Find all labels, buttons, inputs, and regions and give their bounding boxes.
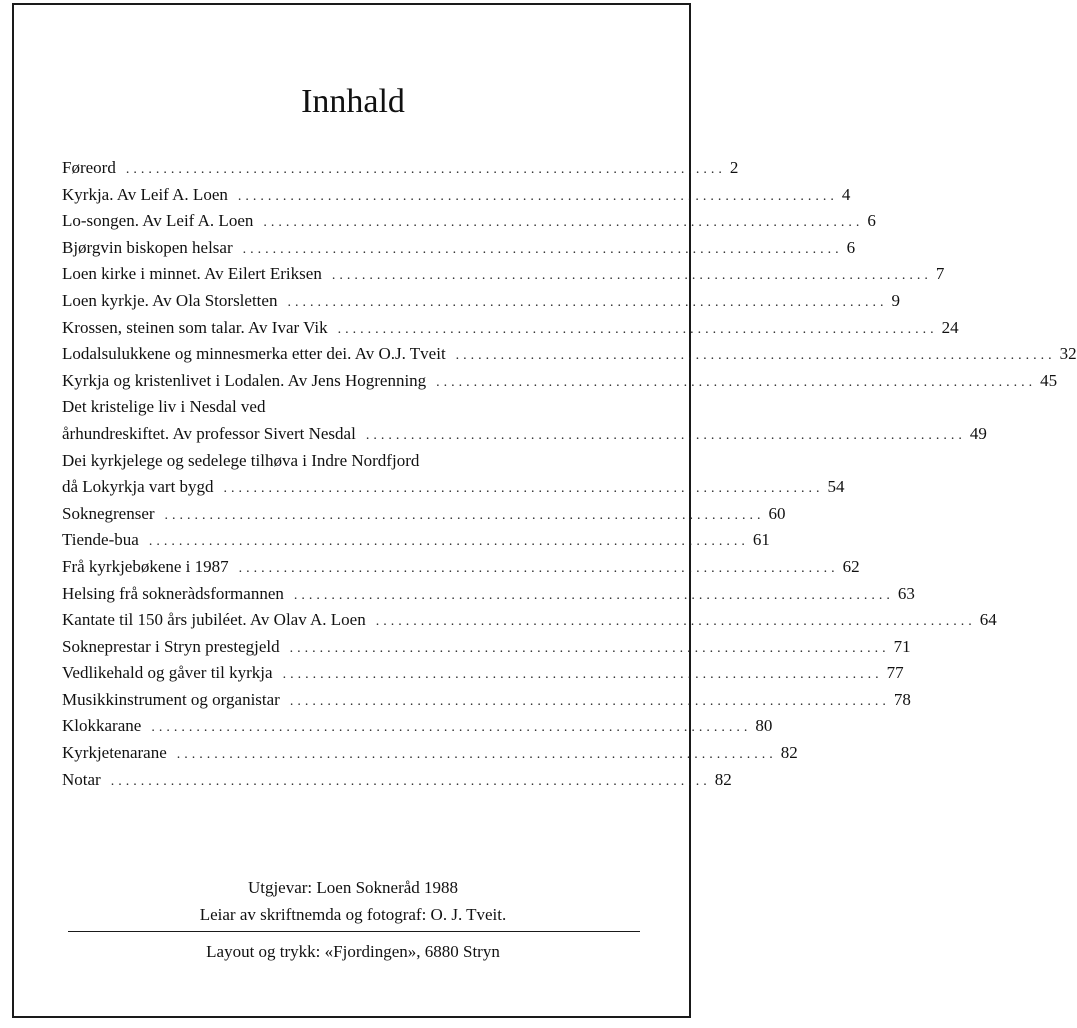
toc-page-number: 80 bbox=[755, 716, 773, 736]
dot-leader: ................................................................................ bbox=[242, 241, 843, 257]
page-title: Innhald bbox=[301, 83, 405, 120]
dot-leader: ................................................................................ bbox=[436, 374, 1037, 390]
toc-entry bbox=[62, 607, 997, 634]
toc-entry bbox=[62, 740, 798, 767]
toc-page-number: 32 bbox=[1059, 344, 1077, 364]
toc-entry bbox=[62, 315, 959, 342]
dot-leader: ................................................................................ bbox=[289, 640, 890, 656]
toc-page-number: 82 bbox=[714, 769, 732, 789]
toc-page-number: 78 bbox=[893, 689, 911, 709]
footer-divider bbox=[68, 931, 640, 932]
toc-entry-title: Føreord bbox=[62, 158, 116, 177]
toc-entry-title: Kyrkja. Av Leif A. Loen bbox=[62, 184, 228, 204]
toc-entry-title: Sokneprestar i Stryn prestegjeld bbox=[62, 636, 280, 656]
toc-line bbox=[62, 368, 1058, 395]
toc-entry-title: Kyrkjetenarane bbox=[62, 743, 167, 763]
dot-leader: ................................................................................ bbox=[176, 747, 777, 763]
dot-leader: ................................................................................ bbox=[287, 294, 888, 310]
toc-page-number: 24 bbox=[941, 317, 959, 337]
toc-page-number: 6 bbox=[867, 211, 876, 231]
toc-entry-title: Vedlikehald og gåver til kyrkja bbox=[62, 663, 273, 683]
toc-line bbox=[62, 501, 786, 528]
dot-leader: ................................................................................ bbox=[223, 481, 824, 497]
toc-page-number: 64 bbox=[979, 610, 997, 630]
toc-page-number: 2 bbox=[729, 158, 739, 177]
toc-entry-title: Krossen, steinen som talar. Av Ivar Vik bbox=[62, 317, 328, 337]
layout-print-line: Layout og trykk: «Fjordingen», 6880 Stryn bbox=[206, 942, 500, 961]
toc-entry bbox=[62, 581, 915, 608]
toc-page-number: 45 bbox=[1040, 370, 1058, 390]
toc-page-number: 77 bbox=[886, 663, 904, 683]
toc-entry-title: Lo-songen. Av Leif A. Loen bbox=[62, 211, 254, 231]
dot-leader: ................................................................................ bbox=[293, 587, 894, 603]
dot-leader: ................................................................................ bbox=[375, 614, 976, 630]
toc-line bbox=[62, 261, 945, 288]
toc-entry bbox=[62, 341, 1077, 368]
toc-entry bbox=[62, 660, 904, 687]
toc-entry bbox=[62, 208, 876, 235]
toc-line bbox=[62, 235, 856, 262]
toc-line bbox=[62, 687, 911, 714]
toc-entry-title: Kyrkja og kristenlivet i Lodalen. Av Jens Hogrenning bbox=[62, 370, 427, 390]
toc-line bbox=[62, 581, 915, 608]
toc-entry bbox=[62, 767, 732, 794]
toc-line bbox=[62, 554, 860, 581]
toc-entry-title: Klokkarane bbox=[62, 716, 142, 736]
dot-leader: ................................................................................ bbox=[263, 215, 864, 231]
toc-entry bbox=[62, 634, 911, 661]
toc-entry bbox=[62, 527, 770, 554]
toc-page-number: 7 bbox=[935, 264, 945, 284]
toc-line bbox=[62, 474, 845, 501]
toc-entry-title: Dei kyrkjelege og sedelege tilhøva i Indre Nordfjord bbox=[62, 450, 420, 470]
toc-page-number: 60 bbox=[768, 503, 786, 523]
toc-page-number: 82 bbox=[780, 743, 798, 763]
toc-line bbox=[62, 394, 642, 421]
toc-entry bbox=[62, 288, 900, 315]
dot-leader: ................................................................................ bbox=[237, 188, 838, 204]
toc-line bbox=[62, 660, 904, 687]
toc-entry bbox=[62, 182, 851, 209]
toc-entry bbox=[62, 394, 987, 447]
toc-line bbox=[62, 208, 876, 235]
toc-page-number: 71 bbox=[893, 636, 911, 656]
toc-page-number: 9 bbox=[891, 290, 900, 310]
toc-page-number: 54 bbox=[827, 477, 845, 497]
toc-entry-title: Helsing frå sokneràdsformannen bbox=[62, 583, 284, 603]
toc-entry bbox=[62, 368, 1058, 395]
dot-leader: ................................................................................ bbox=[331, 268, 932, 284]
toc-line bbox=[62, 767, 732, 794]
dot-leader: ................................................................................ bbox=[455, 348, 1056, 364]
table-of-contents bbox=[62, 155, 1077, 793]
toc-entry-title: Soknegrenser bbox=[62, 503, 155, 523]
toc-entry-title: då Lokyrkja vart bygd bbox=[62, 477, 214, 497]
toc-line bbox=[62, 740, 798, 767]
toc-entry bbox=[62, 687, 911, 714]
toc-entry-title: Loen kyrkje. Av Ola Storsletten bbox=[62, 290, 278, 310]
dot-leader: ................................................................................ bbox=[365, 427, 966, 443]
toc-entry bbox=[62, 713, 773, 740]
toc-page-number: 63 bbox=[897, 583, 915, 603]
toc-line bbox=[62, 607, 997, 634]
toc-entry-title: Kantate til 150 års jubiléet. Av Olav A. Loen bbox=[62, 610, 366, 630]
toc-entry-title: Tiende-bua bbox=[62, 530, 139, 550]
dot-leader: ................................................................................ bbox=[110, 773, 711, 789]
toc-page-number: 4 bbox=[841, 184, 851, 204]
toc-entry-title: Bjørgvin biskopen helsar bbox=[62, 237, 233, 257]
publisher-line: Utgjevar: Loen Sokneråd 1988 bbox=[247, 878, 459, 897]
dot-leader: ................................................................................ bbox=[337, 321, 938, 337]
toc-line bbox=[62, 448, 642, 475]
toc-page-number: 62 bbox=[842, 556, 860, 576]
dot-leader: ................................................................................ bbox=[125, 162, 726, 177]
toc-entry-title: Lodalsulukkene og minnesmerka etter dei. Av O.J. Tveit bbox=[62, 344, 446, 364]
toc-line bbox=[62, 155, 739, 182]
dot-leader: ................................................................................ bbox=[148, 534, 749, 550]
editor-line: Leiar av skriftnemda og fotograf: O. J. Tveit. bbox=[199, 905, 507, 924]
toc-line bbox=[62, 527, 770, 554]
toc-line bbox=[62, 634, 911, 661]
toc-page-number: 6 bbox=[846, 237, 856, 257]
dot-leader: ................................................................................ bbox=[238, 560, 839, 576]
dot-leader: ................................................................................ bbox=[164, 507, 765, 523]
dot-leader: ................................................................................ bbox=[282, 667, 883, 683]
dot-leader: ................................................................................ bbox=[289, 693, 890, 709]
toc-page-number: 61 bbox=[752, 530, 770, 550]
toc-entry-title: Det kristelige liv i Nesdal ved bbox=[62, 397, 266, 417]
toc-line bbox=[62, 713, 773, 740]
toc-line bbox=[62, 315, 959, 342]
toc-line bbox=[62, 182, 851, 209]
toc-entry-title: Musikkinstrument og organistar bbox=[62, 689, 280, 709]
toc-entry bbox=[62, 261, 945, 288]
toc-line bbox=[62, 421, 987, 448]
toc-line bbox=[62, 288, 900, 315]
dot-leader: ................................................................................ bbox=[151, 720, 752, 736]
toc-entry bbox=[62, 554, 860, 581]
toc-entry-title: Loen kirke i minnet. Av Eilert Eriksen bbox=[62, 264, 322, 284]
toc-entry bbox=[62, 155, 739, 182]
toc-entry bbox=[62, 235, 856, 262]
toc-entry-title: århundreskiftet. Av professor Sivert Nesdal bbox=[62, 423, 356, 443]
toc-entry bbox=[62, 501, 786, 528]
toc-line bbox=[62, 341, 1077, 368]
toc-entry-title: Frå kyrkjebøkene i 1987 bbox=[62, 556, 229, 576]
toc-page-number: 49 bbox=[969, 423, 987, 443]
toc-entry-title: Notar bbox=[62, 769, 101, 789]
toc-entry bbox=[62, 448, 845, 501]
